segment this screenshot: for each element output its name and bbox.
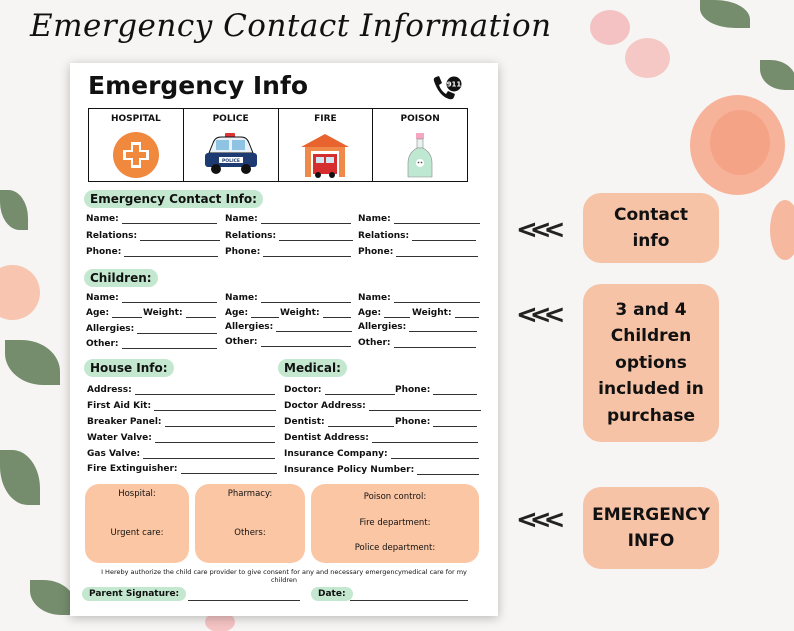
arrow-icon: <<<: [516, 300, 558, 330]
police-car-icon: [201, 131, 261, 179]
field-label: Address:: [87, 385, 132, 395]
field-label: Name:: [358, 214, 391, 224]
field-line: [112, 309, 142, 318]
field-label: First Aid Kit:: [87, 401, 152, 411]
sheet-title: Emergency Info: [88, 71, 309, 100]
rose-decoration: [770, 200, 794, 260]
field-line: [412, 232, 476, 241]
leaf-decoration: [760, 60, 794, 90]
field-label: Fire Extinguisher:: [87, 464, 178, 474]
contact-name-field[interactable]: [86, 214, 217, 224]
field-label: Name:: [225, 293, 258, 303]
parent-signature-line[interactable]: [188, 600, 300, 601]
field-label: Phone:: [358, 247, 394, 257]
field-label: Breaker Panel:: [87, 417, 162, 427]
house-heading: House Info:: [84, 359, 174, 377]
police-car-text: POLICE: [221, 159, 240, 164]
service-label: POISON: [400, 114, 440, 124]
field-label: Name:: [358, 293, 391, 303]
field-line: [409, 323, 477, 332]
others-label: Others:: [234, 528, 266, 538]
contact-heading: Emergency Contact Info:: [84, 190, 263, 208]
authorization-text: I Hereby authorize the child care provider to give consent for any and necessary emergencymedical care for my children: [101, 568, 467, 585]
field-line: [261, 294, 351, 303]
field-line: [394, 215, 480, 224]
field-label: Name:: [225, 214, 258, 224]
child-weight-field[interactable]: [280, 308, 351, 318]
child-other-field[interactable]: [225, 337, 351, 347]
field-label: Relations:: [86, 231, 138, 241]
field-line: [279, 232, 353, 241]
phone-icon: [430, 75, 462, 105]
field-label: Other:: [358, 338, 391, 348]
field-label: Water Valve:: [87, 433, 152, 443]
field-label: Weight:: [280, 308, 320, 318]
field-line: [122, 215, 217, 224]
contact-phone-field[interactable]: [358, 247, 478, 257]
dentist-phone-field[interactable]: [395, 417, 477, 427]
date-line[interactable]: [350, 600, 468, 601]
field-line: [261, 215, 351, 224]
child-name-field[interactable]: [225, 293, 351, 303]
rose-decoration: [710, 110, 770, 175]
emergency-services-box[interactable]: [311, 484, 479, 563]
leaf-decoration: [0, 450, 40, 505]
insurance-company-field[interactable]: [284, 449, 479, 459]
pharmacy-label: Pharmacy:: [227, 489, 273, 499]
field-line: [433, 386, 477, 395]
hospital-box[interactable]: [85, 484, 189, 563]
field-label: Gas Valve:: [87, 449, 141, 459]
service-label: POLICE: [212, 114, 249, 124]
child-weight-field[interactable]: [412, 308, 479, 318]
pharmacy-box[interactable]: [195, 484, 305, 563]
arrow-icon: <<<: [516, 215, 558, 245]
leaf-decoration: [700, 0, 750, 28]
child-age-field[interactable]: [358, 308, 410, 318]
contact-relations-field[interactable]: [225, 231, 353, 241]
poison-control-label: Poison control:: [363, 492, 427, 502]
medical-heading: Medical:: [278, 359, 347, 377]
field-label: Other:: [225, 337, 258, 347]
fire-station-icon: [298, 131, 352, 181]
field-line: [124, 248, 218, 257]
child-weight-field[interactable]: [143, 308, 216, 318]
contact-phone-field[interactable]: [225, 247, 351, 257]
field-label: Name:: [86, 214, 119, 224]
rose-decoration: [0, 265, 40, 320]
field-line: [122, 340, 217, 349]
fire-extinguisher-field[interactable]: [87, 464, 277, 474]
insurance-policy-field[interactable]: [284, 465, 479, 475]
children-heading: Children:: [84, 269, 158, 287]
field-label: Name:: [86, 293, 119, 303]
field-line: [417, 466, 479, 475]
child-other-field[interactable]: [86, 339, 217, 349]
dentist-address-field[interactable]: [284, 433, 478, 443]
field-line: [186, 309, 216, 318]
field-label: Allergies:: [225, 322, 274, 332]
field-line: [372, 434, 478, 443]
service-fire: [279, 109, 374, 181]
field-label: Age:: [225, 308, 249, 318]
service-label: HOSPITAL: [110, 114, 161, 124]
contact-relations-field[interactable]: [358, 231, 476, 241]
rose-decoration: [625, 38, 670, 78]
emergency-info-sheet: [70, 63, 498, 616]
contact-name-field[interactable]: [225, 214, 351, 224]
field-label: Relations:: [358, 231, 410, 241]
field-line: [433, 418, 477, 427]
doctor-phone-field[interactable]: [395, 385, 477, 395]
services-grid: [88, 108, 468, 182]
urgent-care-label: Urgent care:: [110, 528, 164, 538]
field-label: Weight:: [412, 308, 452, 318]
field-label: Allergies:: [358, 322, 407, 332]
doctor-field[interactable]: [284, 385, 395, 395]
field-line: [328, 418, 394, 427]
field-label: Phone:: [225, 247, 261, 257]
leaf-decoration: [0, 190, 28, 230]
rose-decoration: [590, 10, 630, 45]
contact-info-callout: Contact info: [583, 193, 719, 263]
emergency-info-callout: EMERGENCY INFO: [583, 487, 719, 569]
field-label: Dentist Address:: [284, 433, 369, 443]
service-label: FIRE: [314, 114, 337, 124]
gas-valve-field[interactable]: [87, 449, 275, 459]
child-allergies-field[interactable]: [86, 324, 217, 334]
field-line: [396, 248, 478, 257]
arrow-icon: <<<: [516, 505, 558, 535]
field-label: Other:: [86, 339, 119, 349]
child-age-field[interactable]: [86, 308, 142, 318]
poison-bottle-icon: [405, 131, 435, 181]
field-line: [135, 386, 275, 395]
field-line: [181, 465, 277, 474]
leaf-decoration: [5, 340, 60, 385]
child-other-field[interactable]: [358, 338, 476, 348]
banner-title: Emergency Contact Information: [30, 8, 552, 44]
field-line: [140, 232, 220, 241]
contact-phone-field[interactable]: [86, 247, 218, 257]
field-line: [455, 309, 479, 318]
field-label: Doctor Address:: [284, 401, 366, 411]
dentist-field[interactable]: [284, 417, 394, 427]
field-label: Relations:: [225, 231, 277, 241]
field-line: [263, 248, 351, 257]
contact-relations-field[interactable]: [86, 231, 220, 241]
child-allergies-field[interactable]: [358, 322, 477, 332]
field-line: [137, 325, 217, 334]
first-aid-kit-field[interactable]: [87, 401, 276, 411]
house-address-field[interactable]: [87, 385, 275, 395]
field-line: [122, 294, 217, 303]
field-label: Age:: [358, 308, 382, 318]
children-options-callout: 3 and 4 Children options included in purchase: [583, 284, 719, 442]
field-label: Phone:: [395, 385, 431, 395]
field-line: [325, 386, 395, 395]
field-line: [261, 338, 351, 347]
date-label: Date:: [311, 587, 353, 601]
field-line: [154, 402, 276, 411]
breaker-panel-field[interactable]: [87, 417, 275, 427]
water-valve-field[interactable]: [87, 433, 275, 443]
field-label: Phone:: [86, 247, 122, 257]
field-label: Age:: [86, 308, 110, 318]
child-age-field[interactable]: [225, 308, 279, 318]
field-line: [394, 339, 476, 348]
police-department-label: Police department:: [354, 543, 436, 553]
service-poison: [373, 109, 467, 181]
hospital-label: Hospital:: [118, 489, 156, 499]
field-line: [251, 309, 279, 318]
field-label: Weight:: [143, 308, 183, 318]
field-line: [155, 434, 275, 443]
fire-department-label: Fire department:: [359, 518, 431, 528]
leaf-decoration: [30, 580, 75, 615]
field-label: Doctor:: [284, 385, 322, 395]
field-label: Phone:: [395, 417, 431, 427]
field-label: Insurance Policy Number:: [284, 465, 415, 475]
field-label: Allergies:: [86, 324, 135, 334]
field-label: Dentist:: [284, 417, 325, 427]
field-line: [394, 294, 480, 303]
contact-name-field[interactable]: [358, 214, 480, 224]
field-line: [165, 418, 275, 427]
phone-badge-text: 911: [446, 80, 462, 89]
service-police: [184, 109, 279, 181]
field-line: [143, 450, 275, 459]
parent-signature-label: Parent Signature:: [82, 587, 186, 601]
field-line: [323, 309, 351, 318]
field-line: [391, 450, 479, 459]
field-line: [369, 402, 481, 411]
service-hospital: [89, 109, 184, 181]
field-line: [276, 323, 352, 332]
field-line: [384, 309, 410, 318]
hospital-cross-icon: [112, 131, 160, 179]
field-label: Insurance Company:: [284, 449, 388, 459]
child-name-field[interactable]: [86, 293, 217, 303]
child-allergies-field[interactable]: [225, 322, 352, 332]
doctor-address-field[interactable]: [284, 401, 481, 411]
child-name-field[interactable]: [358, 293, 480, 303]
